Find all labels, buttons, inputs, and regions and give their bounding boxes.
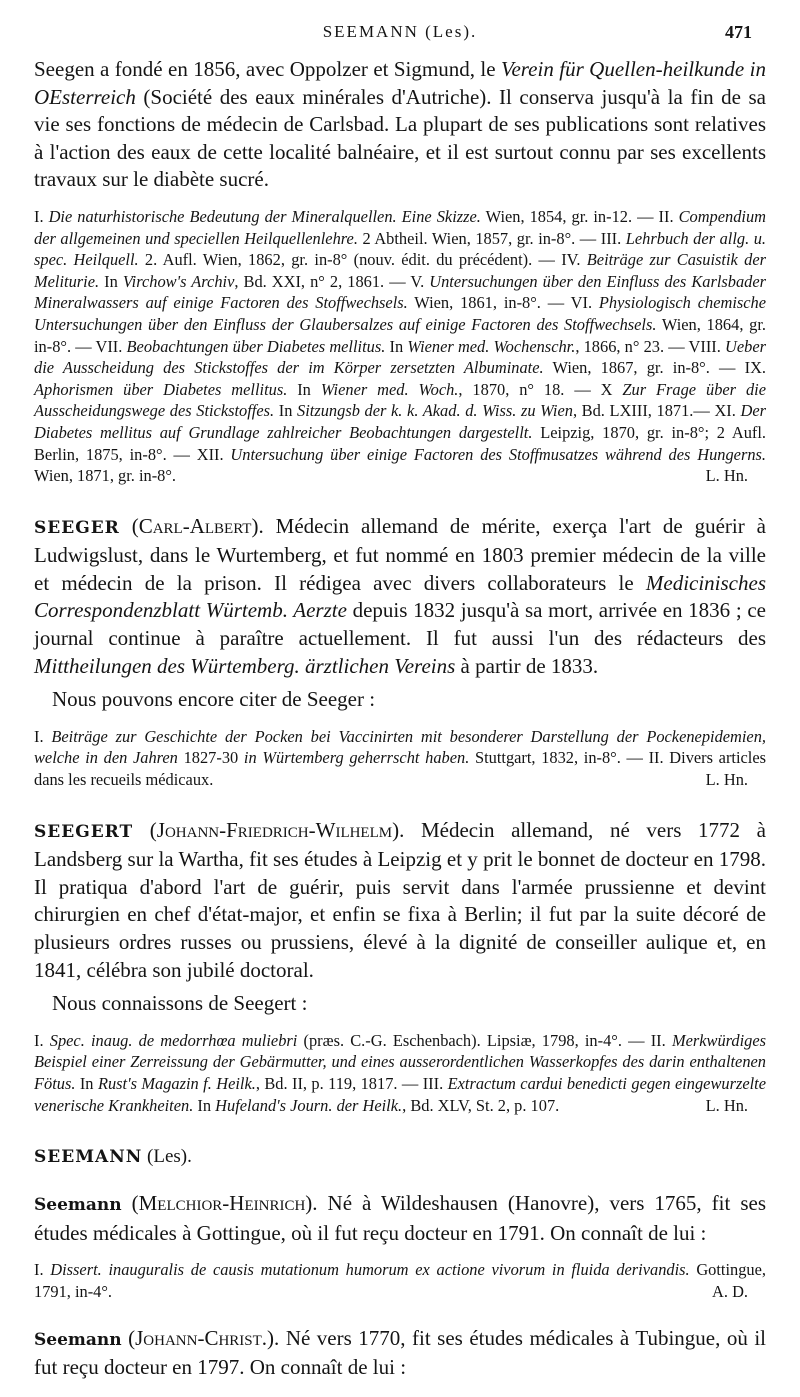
seeger-bibliography	[34, 726, 766, 791]
seemann-johann-text: Né vers 1770, fit ses études médicales à Tubingue, où il fut reçu docteur en 1797. On connaît de lui :	[34, 1325, 767, 1380]
seegen-paragraph: Seegen a fondé en 1856, avec Oppolzer et Sigmund, le Verein für Quellen-heilkunde in OEsterreich (Société des eaux minérales d'Autriche). Il conserva jusqu'à la fin de sa vie ses fonctions de médecin de Carlsbad. La plupart de ses publications sont relatives à l'action des eaux de cette localité balnéaire, et il est surtout connu par ses excellents travaux sur le diabète sucré.	[34, 57, 766, 192]
seemann-melchior-text: Né à Wildeshausen (Hanovre), vers 1765, fit ses études médicales à Gottingue, où il fut reçu docteur en 1791. On connaît de lui :	[34, 1191, 767, 1245]
seeger-headword: SEEGER	[34, 517, 120, 538]
seegert-bibliography	[34, 1030, 766, 1116]
seemann-johann-given: (Johann-Christ.).	[128, 1325, 280, 1350]
seegert-paragraph	[34, 817, 766, 985]
entry-seemann-melchior	[34, 1190, 766, 1302]
running-title: SEEMANN (Les).	[322, 22, 478, 41]
seeger-signature: L. Hn.	[705, 770, 748, 790]
running-header	[34, 22, 766, 56]
seegen-bibliography	[34, 206, 766, 487]
seeger-paragraph	[34, 513, 766, 681]
seegert-headword: SEEGERT	[34, 821, 134, 842]
seeger-given-names: (Carl-Albert).	[131, 513, 264, 538]
seemann-melchior-bibliography	[34, 1259, 766, 1302]
seemann-section-given: (Les).	[147, 1146, 192, 1168]
seeger-intro: Nous pouvons encore citer de Seeger :	[52, 687, 376, 712]
seemann-johann-paragraph	[34, 1325, 766, 1382]
entry-seemann-johann	[34, 1325, 766, 1382]
seegert-references: I. Spec. inaug. de medorrhœa muliebri (præs. C.-G. Eschenbach). Lipsiæ, 1798, in-4°. — II. Merkwürdiges Beispiel einer Zerreissung der Gebärmutter, und eines ausserordentlichen Wasserkopfes des darin enthaltenen Fötus. In Rust's Magazin f. Heilk., Bd. II, p. 119, 1817. — III. Extractum cardui benedicti gegen eingewurzelte venerische Krankheiten. In Hufeland's Journ. der Heilk., Bd. XLV, St. 2, p. 107.	[34, 1030, 767, 1115]
seegert-text: Médecin allemand, né vers 1772 à Landsberg sur la Wartha, fit ses études à Leipzig et y prit le bonnet de docteur en 1798. Il pratiqua d'abord l'art de guérir, puis servit dans l'armée prussienne et devint chirurgien en chef d'état-major, et enfin se fixa à Berlin; il fut par la suite décoré de plusieurs ordres russes ou prussiens, élevé à la dignité de conseiller aulique et, en 1841, célébra son jubilé doctoral.	[34, 817, 766, 982]
page-number: 471	[725, 22, 752, 42]
entry-seegert	[34, 817, 766, 1117]
seemann-melchior-given: (Melchior-Heinrich).	[131, 1191, 318, 1216]
seegert-signature: L. Hn.	[705, 1095, 748, 1115]
seemann-melchior-headword: Seemann	[34, 1195, 122, 1216]
section-seemann	[34, 1146, 766, 1168]
seemann-melchior-paragraph	[34, 1190, 766, 1247]
seegert-given-names: (Johann-Friedrich-Wilhelm).	[149, 817, 405, 842]
seemann-melchior-references: I. Dissert. inauguralis de causis mutationum humorum ex actione vivorum in fluida derivandis. Gottingue, 1791, in-4°.	[34, 1260, 766, 1301]
seemann-melchior-signature: A. D.	[712, 1281, 748, 1301]
seegen-signature: L. Hn.	[705, 466, 748, 486]
seeger-references: I. Beiträge zur Geschichte der Pocken bei Vaccinirten mit besonderer Darstellung der Pockenepidemien, welche in den Jahren 1827-30 in Würtemberg geherrscht haben. Stuttgart, 1832, in-8°. — II. Divers articles dans les recueils médicaux.	[34, 726, 767, 790]
entry-seeger	[34, 513, 766, 791]
seegen-references: I. Die naturhistorische Bedeutung der Mineralquellen. Eine Skizze. Wien, 1854, gr. in-12. — II. Compendium der allgemeinen und speciellen Heilquellenlehre. 2 Abtheil. Wien, 1857, gr. in-8°. — III. Lehrbuch der allg. u. spec. Heilquell. 2. Aufl. Wien, 1862, gr. in-8° (nouv. édit. du précédent). — IV. Beiträge zur Casuistik der Meliturie. In Virchow's Archiv, Bd. XXI, n° 2, 1861. — V. Untersuchungen über den Einfluss des Karlsbader Mineralwassers auf einige Factoren des Stoffwechsels. Wien, 1861, in-8°. — VI. Physiologisch chemische Untersuchungen über den Einfluss der Glaubersalzes auf einige Factoren des Stoffwechsels. Wien, 1864, gr. in-8°. — VII. Beobachtungen über Diabetes mellitus. In Wiener med. Wochenschr., 1866, n° 23. — VIII. Ueber die Ausscheidung des Stickstoffes der im Körper zersetzten Albuminate. Wien, 1867, gr. in-8°. — IX. Aphorismen über Diabetes mellitus. In Wiener med. Woch., 1870, n° 18. — X Zur Frage über die Ausscheidungswege des Stickstoffes. In Sitzungsb der k. k. Akad. d. Wiss. zu Wien, Bd. LXIII, 1871.— XI. Der Diabetes mellitus auf Grundlage zahlreicher Beobachtungen dargestellt. Leipzig, 1870, gr. in-8°; 2 Aufl. Berlin, 1875, in-8°. — XII. Untersuchung über einige Factoren des Stoffmusatzes während des Hungerns. Wien, 1871, gr. in-8°.	[34, 206, 767, 486]
seemann-johann-headword: Seemann	[34, 1329, 122, 1350]
seegert-intro: Nous connaissons de Seegert :	[52, 991, 308, 1016]
seeger-text: Médecin allemand de mérite, exerça l'art de guérir à Ludwigslust, dans le Wurtemberg, et fut nommé en 1803 premier médecin de la ville et médecin de la prison. Il rédigea avec divers collaborateurs le Medicinisches Correspondenzblatt Würtemb. Aerzte depuis 1832 jusqu'à sa mort, arrivée en 1836 ; ce journal continue à paraître actuellement. Il fut aussi l'un des rédacteurs des Mittheilungen des Würtemberg. ärztlichen Vereins à partir de 1833.	[34, 513, 766, 678]
seemann-section-headword: SEEMANN	[34, 1147, 143, 1168]
